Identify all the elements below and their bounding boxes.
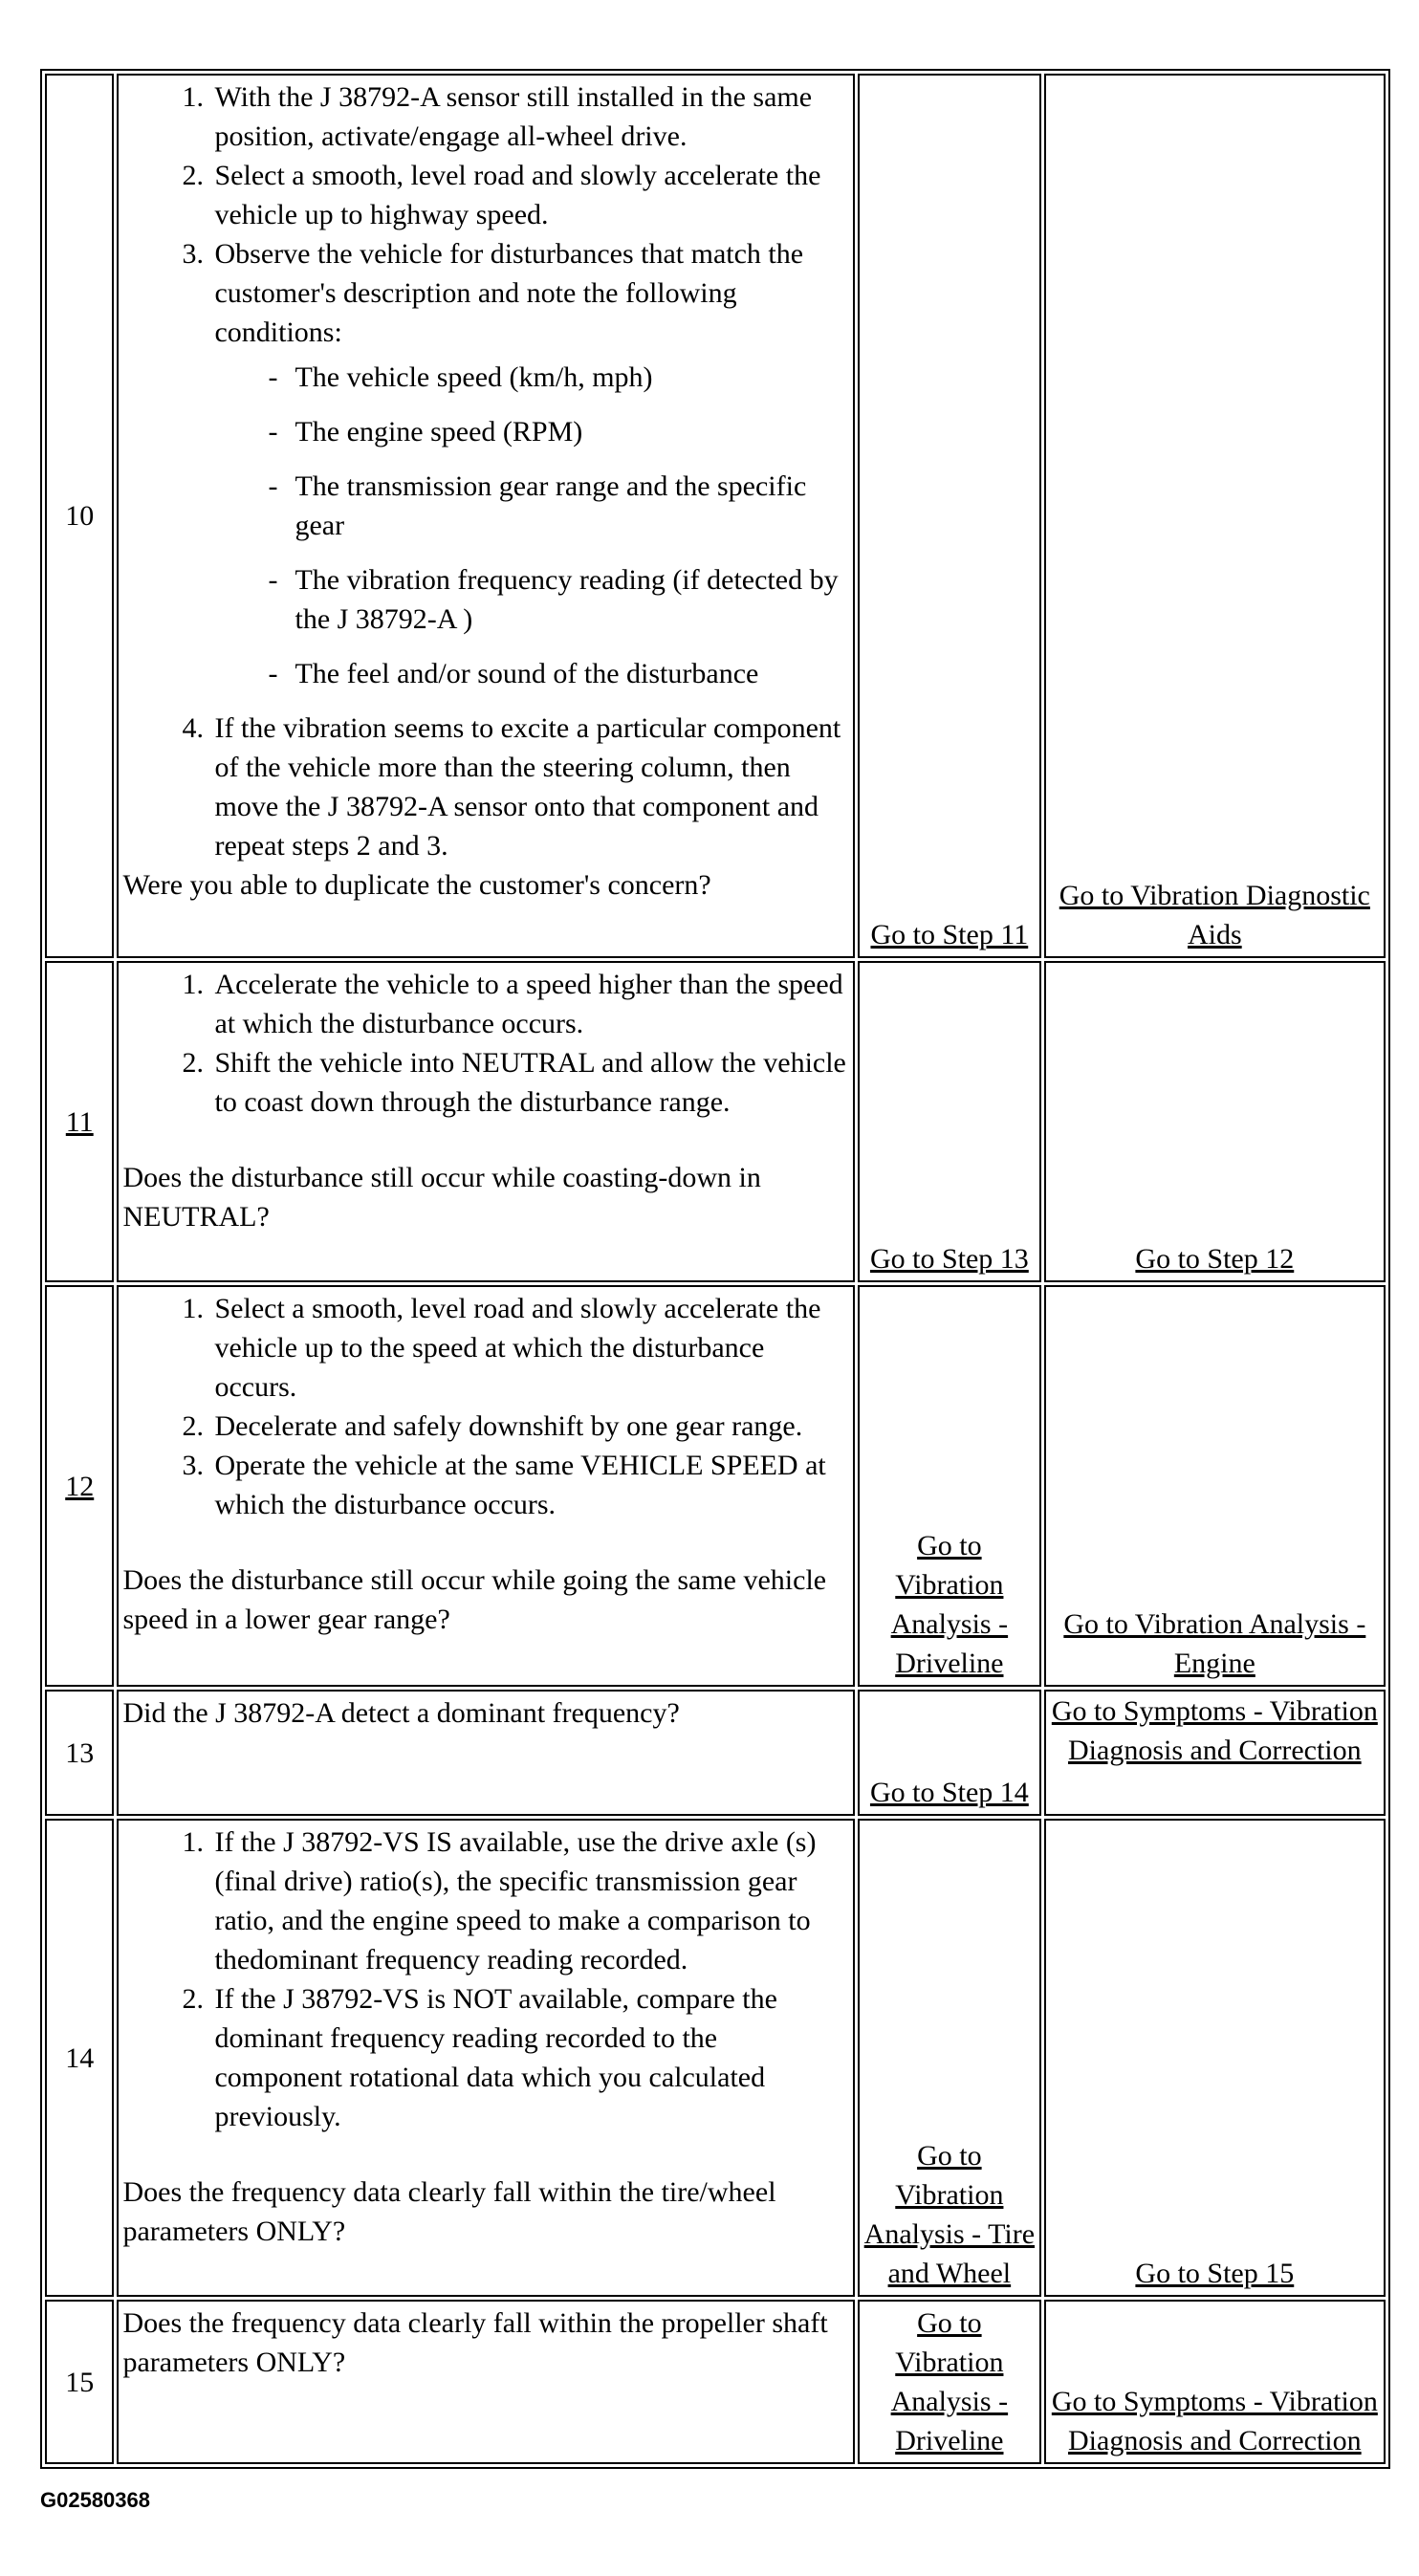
- procedure-list: [122, 1823, 847, 2136]
- list-item: [210, 1407, 847, 1446]
- action-cell: [117, 961, 855, 1282]
- no-link[interactable]: Go to Step 15: [1135, 2258, 1295, 2289]
- no-action: [1044, 1285, 1386, 1687]
- yes-link[interactable]: Go to Vibration Analysis - Driveline: [890, 2307, 1009, 2456]
- step-number: 15: [45, 2300, 114, 2464]
- list-item-text: Accelerate the vehicle to a speed higher than the speed at which the disturbance occurs.: [214, 969, 843, 1039]
- list-item: [210, 1979, 847, 2136]
- list-item: [210, 1289, 847, 1407]
- step-link[interactable]: 11: [65, 1105, 94, 1138]
- list-item-text: Select a smooth, level road and slowly accelerate the vehicle up to the speed at which the disturbance occurs.: [214, 1293, 821, 1403]
- conditions-list: [214, 358, 847, 693]
- no-action: [1044, 1690, 1386, 1816]
- diagnostic-table-page: [40, 69, 1390, 2469]
- action-cell: [117, 1819, 855, 2297]
- no-link[interactable]: Go to Symptoms - Vibration Diagnosis and Correction: [1051, 1695, 1378, 1766]
- action-cell: [117, 1690, 855, 1816]
- no-link[interactable]: Go to Symptoms - Vibration Diagnosis and Correction: [1051, 2386, 1378, 2456]
- procedure-list: [122, 77, 847, 865]
- question-text: Does the frequency data clearly fall within the tire/wheel parameters ONLY?: [122, 2176, 776, 2247]
- figure-id: G02580368: [40, 2488, 150, 2512]
- yes-link[interactable]: Go to Step 14: [869, 1777, 1029, 1808]
- condition-item: - The feel and/or sound of the disturbance: [268, 654, 847, 693]
- yes-action: [858, 2300, 1041, 2464]
- question-text: Were you able to duplicate the customer's concern?: [122, 869, 711, 901]
- condition-item: - The vehicle speed (km/h, mph): [268, 358, 847, 397]
- diagnostic-steps-table: [40, 69, 1390, 2469]
- list-item-text: Operate the vehicle at the same VEHICLE SPEED at which the disturbance occurs.: [214, 1450, 826, 1520]
- table-row: [45, 1285, 1386, 1687]
- list-item: [210, 1823, 847, 1979]
- no-link[interactable]: Go to Vibration Diagnostic Aids: [1059, 880, 1370, 950]
- table-row: [45, 2300, 1386, 2464]
- no-link[interactable]: Go to Vibration Analysis - Engine: [1063, 1608, 1366, 1679]
- yes-link[interactable]: Go to Step 13: [869, 1243, 1029, 1275]
- condition-item: - The transmission gear range and the specific gear: [268, 467, 847, 545]
- step-number: 13: [45, 1690, 114, 1816]
- yes-action: [858, 1285, 1041, 1687]
- step-number: [45, 961, 114, 1282]
- table-row: [45, 74, 1386, 958]
- action-cell: [117, 1285, 855, 1687]
- question-text: Did the J 38792-A detect a dominant frequency?: [122, 1697, 680, 1729]
- procedure-list: [122, 965, 847, 1122]
- list-item-text: Decelerate and safely downshift by one gear range.: [214, 1410, 803, 1442]
- no-action: [1044, 74, 1386, 958]
- list-item: [210, 234, 847, 693]
- list-item-text: If the J 38792-VS IS available, use the drive axle (s) (final drive) ratio(s), the specific transmission gear ratio, and the engine speed to make a comparison to thedominant frequency reading recorded.: [214, 1826, 817, 1976]
- list-item: [210, 1043, 847, 1122]
- step-number: 14: [45, 1819, 114, 2297]
- step-number: 10: [45, 74, 114, 958]
- list-item-text: If the J 38792-VS is NOT available, compare the dominant frequency reading recorded to the component rotational data which you calculated previously.: [214, 1983, 777, 2132]
- yes-action: [858, 1690, 1041, 1816]
- procedure-list: [122, 1289, 847, 1524]
- yes-link[interactable]: Go to Vibration Analysis - Tire and Wheel: [863, 2140, 1036, 2289]
- list-item-text: Observe the vehicle for disturbances that match the customer's description and note the following conditions:: [214, 238, 804, 348]
- question-text: Does the disturbance still occur while coasting-down in NEUTRAL?: [122, 1162, 761, 1233]
- list-item: [210, 156, 847, 234]
- no-link[interactable]: Go to Step 12: [1135, 1243, 1295, 1275]
- list-item-text: Select a smooth, level road and slowly accelerate the vehicle up to highway speed.: [214, 160, 821, 230]
- table-row: [45, 961, 1386, 1282]
- step-number: [45, 1285, 114, 1687]
- table-row: [45, 1819, 1386, 2297]
- list-item: [210, 965, 847, 1043]
- question-text: Does the disturbance still occur while going the same vehicle speed in a lower gear range?: [122, 1564, 827, 1635]
- question-text: Does the frequency data clearly fall within the propeller shaft parameters ONLY?: [122, 2307, 828, 2378]
- no-action: [1044, 961, 1386, 1282]
- step-link[interactable]: 12: [65, 1470, 95, 1502]
- list-item: [210, 77, 847, 156]
- action-cell: [117, 2300, 855, 2464]
- yes-action: [858, 74, 1041, 958]
- yes-action: [858, 1819, 1041, 2297]
- action-cell: [117, 74, 855, 958]
- list-item: [210, 709, 847, 865]
- condition-item: - The vibration frequency reading (if detected by the J 38792-A ): [268, 560, 847, 639]
- list-item-text: With the J 38792-A sensor still installed in the same position, activate/engage all-wheel drive.: [214, 81, 813, 152]
- list-item-text: If the vibration seems to excite a particular component of the vehicle more than the steering column, then move the J 38792-A sensor onto that component and repeat steps 2 and 3.: [214, 712, 841, 862]
- table-row: [45, 1690, 1386, 1816]
- yes-link[interactable]: Go to Step 11: [870, 919, 1029, 950]
- list-item: [210, 1446, 847, 1524]
- yes-link[interactable]: Go to Vibration Analysis - Driveline: [890, 1530, 1009, 1679]
- no-action: [1044, 2300, 1386, 2464]
- yes-action: [858, 961, 1041, 1282]
- list-item-text: Shift the vehicle into NEUTRAL and allow the vehicle to coast down through the disturbance range.: [214, 1047, 846, 1118]
- condition-item: - The engine speed (RPM): [268, 412, 847, 451]
- no-action: [1044, 1819, 1386, 2297]
